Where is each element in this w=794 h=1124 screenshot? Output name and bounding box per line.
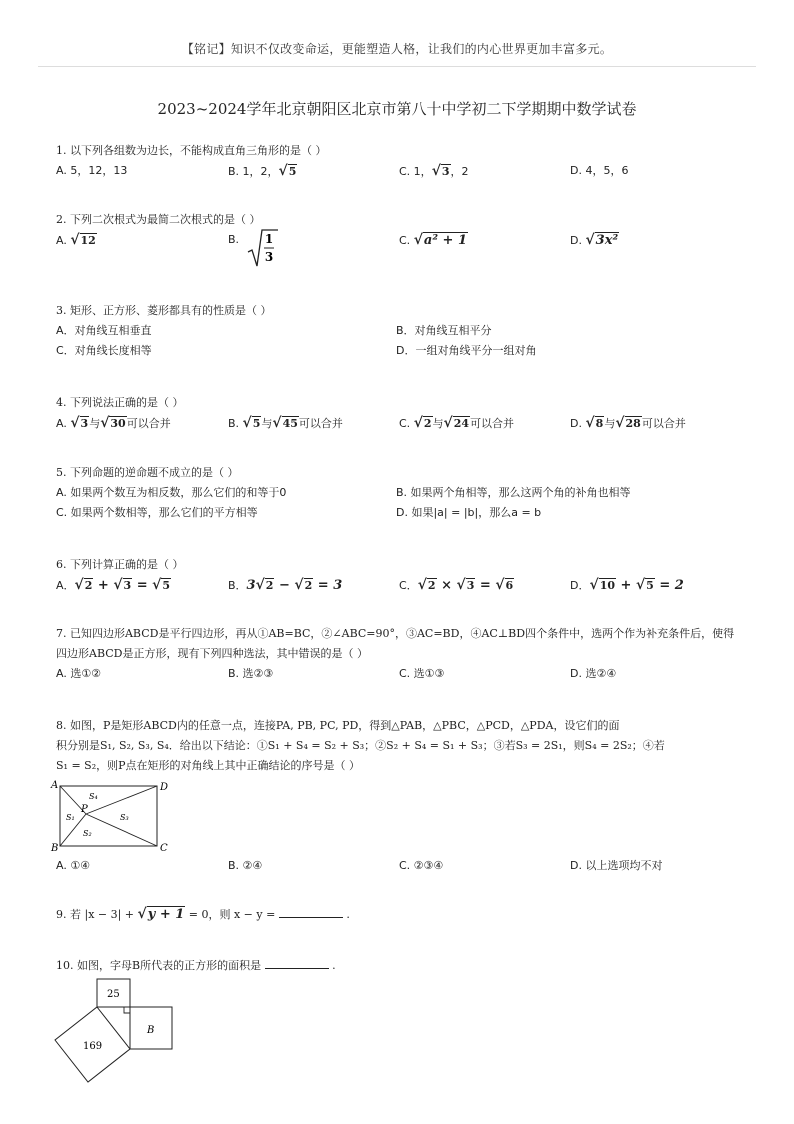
region-s3-label: S₃ (120, 813, 129, 822)
q6-a-r1: 2 (84, 579, 93, 592)
sqrt-symbol: √ (100, 415, 110, 431)
question-10-stem (56, 956, 746, 976)
question-4-options (56, 413, 746, 433)
sqrt-symbol: √ (615, 415, 625, 431)
q6-c-r3: 6 (505, 579, 514, 592)
region-s2-label: S₂ (83, 829, 92, 838)
question-3-options-row-2 (56, 341, 746, 361)
q2-option-b (228, 230, 274, 264)
vertex-c-label: C (160, 843, 168, 854)
q7-option-d: D. 选②④ (570, 667, 617, 680)
q3-option-a: A．对角线互相垂直 (56, 324, 152, 337)
q2-fraction-numerator: 1 (264, 232, 274, 246)
question-3-stem: 3. 矩形、正方形、菱形都具有的性质是（ ） (56, 304, 272, 317)
q9-post: . (342, 908, 350, 921)
q6-b-op: − (274, 578, 295, 593)
sqrt-symbol: √ (456, 577, 466, 593)
q9-radicand: y + 1 (147, 907, 185, 922)
q6-option-b (228, 575, 342, 596)
q8-option-a: A. ①④ (56, 859, 91, 872)
q2-option-a-label: A. (56, 234, 67, 247)
q4-d-label: D. (570, 417, 582, 430)
q4-c-rad2: 24 (453, 417, 470, 430)
q4-c-label: C. (399, 417, 411, 430)
sqrt-symbol: √ (413, 415, 423, 431)
question-5 (56, 463, 746, 523)
q5-option-d: D. 如果|a| = |b|，那么a = b (396, 506, 542, 519)
q4-option-b (228, 413, 343, 434)
square-25-label: 25 (107, 989, 120, 1000)
q1-option-c (399, 161, 469, 182)
q4-c-mid: 与 (432, 417, 444, 430)
sqrt-symbol: √ (443, 415, 453, 431)
sqrt-symbol: √ (585, 415, 595, 431)
question-9-stem (56, 904, 746, 925)
q3-option-c: C．对角线长度相等 (56, 344, 152, 357)
q4-c-rad1: 2 (423, 417, 432, 430)
question-6 (56, 555, 746, 595)
question-5-stem: 5. 下列命题的逆命题不成立的是（ ） (56, 466, 239, 479)
q2-fraction-denominator: 3 (264, 250, 274, 264)
question-8-stem-line-3: S₁ = S₂，则P点在矩形的对角线上其中正确结论的序号是（ ） (56, 759, 360, 772)
q6-b-label: B． (228, 579, 247, 592)
question-8-options (56, 856, 746, 876)
vertex-a-label: A (51, 780, 59, 791)
sqrt-symbol: √ (74, 577, 84, 593)
sqrt-symbol: √ (585, 232, 595, 248)
q4-a-mid: 与 (89, 417, 101, 430)
q4-b-label: B. (228, 417, 240, 430)
question-9 (56, 904, 746, 925)
region-s1-label: S₁ (66, 813, 75, 822)
question-5-options-row-2 (56, 503, 746, 523)
q7-option-b: B. 选②③ (228, 667, 274, 680)
question-4 (56, 393, 746, 433)
sqrt-symbol: √ (272, 415, 282, 431)
q6-b-r1: 2 (265, 579, 274, 592)
square-b-label: B (147, 1025, 155, 1036)
sqrt-symbol: √ (495, 577, 505, 593)
q6-b-eq: = 3 (313, 578, 343, 593)
q4-b-rad2: 45 (282, 417, 298, 430)
q1-option-c-post: ，2 (450, 165, 469, 178)
question-1 (56, 141, 746, 181)
header-motto: 【铭记】知识不仅改变命运，更能塑造人格，让我们的内心世界更加丰富多元。 (181, 42, 613, 56)
question-2-options (56, 230, 746, 270)
point-p-label: P (81, 804, 88, 815)
sqrt-symbol: √ (294, 577, 304, 593)
question-8-stem-line-2: 积分别是S₁, S₂, S₃, S₄．给出以下结论：①S₁ + S₄ = S₂ + S₃；②S₂ + S₄ = S₁ + S₃；③若S₃ = 2S₁，则S₄ = 2S₂；④若 (56, 739, 665, 752)
question-10 (56, 956, 746, 976)
q4-option-a (56, 413, 171, 434)
q6-a-eq: = (132, 578, 153, 593)
q6-c-r1: 2 (427, 579, 436, 592)
q10-post: . (328, 959, 336, 972)
question-3 (56, 301, 746, 361)
sqrt-symbol: √ (137, 906, 147, 922)
q4-d-post: 可以合并 (641, 417, 686, 430)
q4-a-rad2: 30 (110, 417, 126, 430)
q3-option-d: D．一组对角线平分一组对角 (396, 344, 537, 357)
question-2-stem: 2. 下列二次根式为最简二次根式的是（ ） (56, 213, 261, 226)
q6-c-label: C． (399, 579, 418, 592)
header-divider (38, 66, 756, 67)
q1-option-c-pre: C. 1， (399, 165, 432, 178)
question-2 (56, 210, 746, 270)
q6-d-eq: = 2 (654, 578, 684, 593)
q6-c-op: × (436, 578, 457, 593)
q4-d-rad1: 8 (595, 417, 604, 430)
q4-a-rad1: 3 (80, 417, 89, 430)
q1-option-b (228, 161, 297, 182)
q5-option-a: A. 如果两个数互为相反数，那么它们的和等于0 (56, 486, 287, 499)
question-7 (56, 624, 746, 684)
vertex-b-label: B (51, 843, 59, 854)
q2-option-d-radicand: 3x² (595, 233, 619, 248)
q9-mid: = 0，则 x − y = (185, 908, 279, 921)
sqrt-symbol: √ (255, 577, 265, 593)
q4-c-post: 可以合并 (470, 417, 515, 430)
q4-a-label: A. (56, 417, 67, 430)
q1-option-b-radicand: 5 (288, 165, 297, 178)
question-1-options (56, 161, 746, 181)
question-3-options-row-1 (56, 321, 746, 341)
q1-option-b-text: B. 1，2， (228, 165, 279, 178)
question-7-stem-line-2: 四边形ABCD是正方形，现有下列四种选法，其中错误的是（ ） (56, 647, 368, 660)
q6-option-a (56, 575, 171, 596)
q6-c-eq: = (475, 578, 496, 593)
q2-option-a (56, 230, 97, 251)
q4-option-c (399, 413, 514, 434)
q8-option-b: B. ②④ (228, 859, 263, 872)
question-8-options-block (56, 856, 746, 876)
question-8-stem-line-1: 8. 如图，P是矩形ABCD内的任意一点，连接PA, PB, PC, PD，得到△PAB，△PBC，△PCD，△PDA，设它们的面 (56, 719, 620, 732)
q2-option-d-label: D. (570, 234, 582, 247)
question-5-options-row-1 (56, 483, 746, 503)
q4-d-rad2: 28 (625, 417, 641, 430)
q2-option-b-label: B. (228, 233, 240, 246)
q3-option-b: B．对角线互相平分 (396, 324, 492, 337)
sqrt-symbol: √ (70, 415, 80, 431)
q2-option-b-fraction (246, 228, 280, 268)
q1-option-a: A. 5，12，13 (56, 164, 128, 177)
square-169-label: 169 (83, 1041, 103, 1052)
q8-rectangle-figure (50, 778, 175, 854)
q6-a-op: + (93, 578, 114, 593)
q10-stem-text: 10. 如图，字母B所代表的正方形的面积是 (56, 959, 265, 972)
sqrt-symbol: √ (413, 232, 423, 248)
sqrt-symbol: √ (635, 577, 646, 593)
q4-option-d (570, 413, 686, 434)
q4-d-mid: 与 (604, 417, 616, 430)
question-7-options (56, 664, 746, 684)
q2-option-c (399, 230, 468, 251)
q6-option-c (399, 575, 514, 596)
q7-option-c: C. 选①③ (399, 667, 445, 680)
q1-option-c-radicand: 3 (441, 165, 450, 178)
vertex-d-label: D (160, 782, 169, 793)
right-angle-marker (124, 1007, 130, 1013)
q2-option-a-radicand: 12 (80, 234, 96, 247)
sqrt-symbol: √ (242, 415, 252, 431)
q6-d-op: + (616, 578, 636, 593)
q10-answer-blank[interactable] (265, 957, 329, 969)
q1-option-d: D. 4，5，6 (570, 164, 629, 177)
q6-option-d (570, 575, 684, 596)
q5-option-c: C. 如果两个数相等，那么它们的平方相等 (56, 506, 258, 519)
q6-b-r2: 2 (304, 579, 313, 592)
q2-option-d (570, 230, 619, 251)
sqrt-symbol: √ (417, 577, 427, 593)
sqrt-symbol: √ (70, 232, 80, 248)
sqrt-symbol: √ (431, 163, 441, 179)
q10-squares-figure (50, 975, 180, 1085)
page-title: 2023~2024学年北京朝阳区北京市第八十中学初二下学期期中数学试卷 (157, 100, 637, 118)
question-1-stem: 1. 以下列各组数为边长，不能构成直角三角形的是（ ） (56, 144, 327, 157)
q4-b-mid: 与 (261, 417, 273, 430)
question-4-stem: 4. 下列说法正确的是（ ） (56, 396, 184, 409)
q7-option-a: A. 选①② (56, 667, 102, 680)
q6-c-r2: 3 (466, 579, 475, 592)
q6-d-r1: 10 (599, 579, 615, 592)
q6-b-pre: 3 (246, 578, 256, 593)
sqrt-symbol: √ (113, 577, 123, 593)
q5-option-b: B. 如果两个角相等，那么这两个角的补角也相等 (396, 486, 631, 499)
q8-option-c: C. ②③④ (399, 859, 444, 872)
q9-answer-blank[interactable] (279, 906, 343, 918)
q4-b-post: 可以合并 (298, 417, 343, 430)
q6-d-r2: 5 (646, 579, 654, 592)
question-6-stem: 6. 下列计算正确的是（ ） (56, 558, 184, 571)
q8-option-d: D. 以上选项均不对 (570, 859, 663, 872)
q9-pre: 9. 若 |x − 3| + (56, 908, 138, 921)
q6-a-label: A． (56, 579, 75, 592)
region-s4-label: S₄ (89, 792, 98, 801)
question-6-options (56, 575, 746, 595)
sqrt-symbol: √ (278, 163, 288, 179)
q4-b-rad1: 5 (252, 417, 261, 430)
sqrt-symbol: √ (589, 577, 599, 593)
q6-a-r3: 5 (162, 579, 171, 592)
q6-d-label: D． (570, 579, 590, 592)
q2-option-c-label: C. (399, 234, 411, 247)
question-7-stem-line-1: 7. 已知四边形ABCD是平行四边形，再从①AB=BC，②∠ABC=90°，③AC=BD，④AC⊥BD四个条件中，选两个作为补充条件后，使得 (56, 627, 735, 640)
q6-a-r2: 3 (123, 579, 132, 592)
question-8 (56, 716, 746, 776)
q4-a-post: 可以合并 (126, 417, 171, 430)
q2-option-c-radicand: a² + 1 (423, 233, 467, 248)
sqrt-symbol: √ (152, 577, 162, 593)
